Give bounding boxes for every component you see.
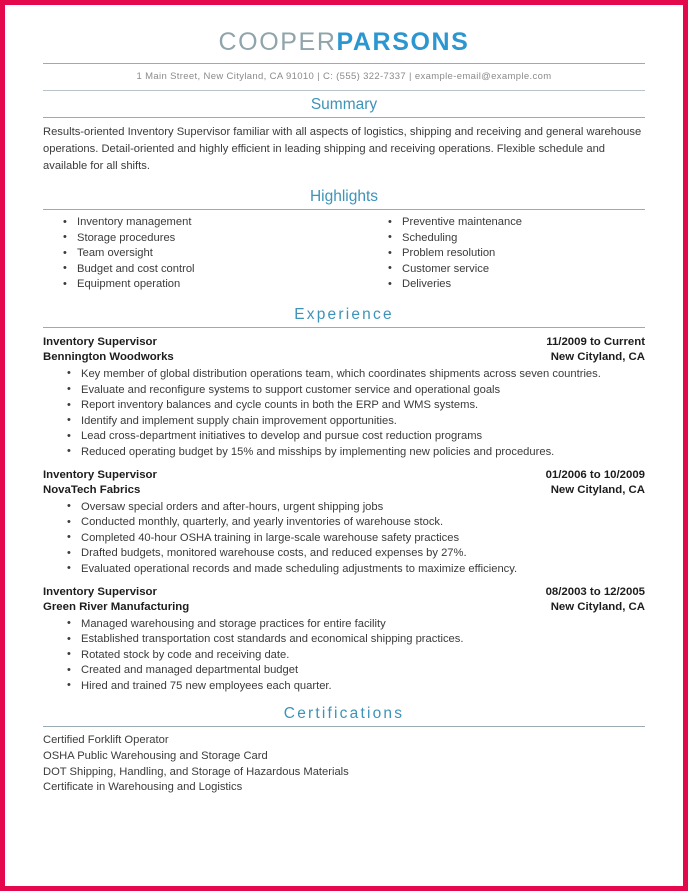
job-dates: 01/2006 to 10/2009 [545, 468, 645, 481]
list-item: • Established transportation cost standards and economical shipping practices. [81, 632, 645, 648]
section-title-highlights: Highlights [309, 188, 379, 205]
candidate-name [43, 27, 645, 57]
job-dates: 11/2009 to Current [546, 335, 645, 348]
last-name: PARSONS [336, 28, 470, 56]
list-item: • Evaluate and reconfigure systems to support customer service and operational goals [81, 383, 645, 399]
job-dates: 08/2003 to 12/2005 [545, 585, 645, 598]
list-item: • Identify and implement supply chain improvement opportunities. [81, 414, 645, 430]
experience-entry [43, 328, 645, 461]
job-header-row [43, 468, 645, 484]
list-item: Certified Forklift Operator [43, 734, 169, 747]
job-header-row [43, 335, 645, 351]
list-item: • Drafted budgets, monitored warehouse costs, and reduced expenses by 27%. [81, 546, 645, 562]
list-item: • Customer service [402, 262, 645, 278]
list-item: • Completed 40-hour OSHA training in large-scale warehouse safety practices [81, 531, 645, 547]
highlights-column-right [344, 215, 645, 293]
experience-entry [43, 578, 645, 695]
job-subheader-row [43, 483, 645, 499]
list-item: • Created and managed departmental budget [81, 663, 645, 679]
job-bullet-list [43, 617, 645, 695]
job-location: New Cityland, CA [550, 484, 645, 497]
list-item: • Oversaw special orders and after-hours, urgent shipping jobs [81, 500, 645, 516]
experience-entry [43, 461, 645, 578]
list-item: Certificate in Warehousing and Logistics [43, 781, 243, 794]
job-company: Bennington Woodworks [43, 351, 174, 364]
list-item: OSHA Public Warehousing and Storage Card [43, 750, 268, 763]
list-item: • Lead cross-department initiatives to develop and pursue cost reduction programs [81, 429, 645, 445]
job-subheader-row [43, 350, 645, 366]
highlights-columns [43, 210, 645, 295]
first-name: COOPER [218, 28, 337, 56]
list-item: • Problem resolution [402, 246, 645, 262]
list-item: • Rotated stock by code and receiving date. [81, 648, 645, 664]
certifications-list [43, 727, 645, 795]
list-item: • Budget and cost control [77, 262, 344, 278]
list-item: • Preventive maintenance [402, 215, 645, 231]
highlights-column-left [43, 215, 344, 293]
job-title: Inventory Supervisor [43, 468, 157, 481]
list-item: • Managed warehousing and storage practices for entire facility [81, 617, 645, 633]
list-item: • Report inventory balances and cycle counts in both the ERP and WMS systems. [81, 398, 645, 414]
job-subheader-row [43, 600, 645, 616]
list-item: DOT Shipping, Handling, and Storage of Hazardous Materials [43, 765, 349, 778]
job-bullet-list [43, 500, 645, 578]
section-title-summary: Summary [310, 96, 378, 113]
job-location: New Cityland, CA [550, 601, 645, 613]
job-company: NovaTech Fabrics [43, 484, 141, 497]
list-item: • Hired and trained 75 new employees each quarter. [81, 679, 645, 695]
highlights-list-right [368, 215, 645, 293]
resume-document [5, 5, 683, 886]
list-item: • Storage procedures [77, 231, 344, 247]
job-title: Inventory Supervisor [43, 335, 157, 348]
list-item: • Key member of global distribution operations team, which coordinates shipments across seven countries. [81, 367, 645, 383]
job-title: Inventory Supervisor [43, 585, 157, 598]
section-title-experience: Experience [294, 305, 394, 323]
list-item: • Scheduling [402, 231, 645, 247]
job-location: New Cityland, CA [550, 351, 645, 364]
list-item: • Equipment operation [77, 277, 344, 293]
list-item: • Team oversight [77, 246, 344, 262]
list-item: • Deliveries [402, 277, 645, 293]
list-item: • Inventory management [77, 215, 344, 231]
job-company: Green River Manufacturing [43, 601, 190, 613]
list-item: • Reduced operating budget by 15% and misships by implementing new policies and procedures. [81, 445, 645, 461]
job-bullet-list [43, 367, 645, 461]
contact-line: 1 Main Street, New Cityland, CA 91010 | C: (555) 322-7337 | example-email@example.com [136, 71, 552, 82]
job-header-row [43, 585, 645, 601]
summary-text: Results-oriented Inventory Supervisor familiar with all aspects of logistics, shipping and receiving and general warehouse operations. Detail-oriented and highly efficient in leading shipping and receiving operations. Flexible schedule and available for all shifts. [43, 126, 642, 172]
section-title-certifications: Certifications [283, 705, 405, 723]
list-item: • Conducted monthly, quarterly, and yearly inventories of warehouse stock. [81, 515, 645, 531]
highlights-list-left [43, 215, 344, 293]
list-item: • Evaluated operational records and made scheduling adjustments to maximize efficiency. [81, 562, 645, 578]
